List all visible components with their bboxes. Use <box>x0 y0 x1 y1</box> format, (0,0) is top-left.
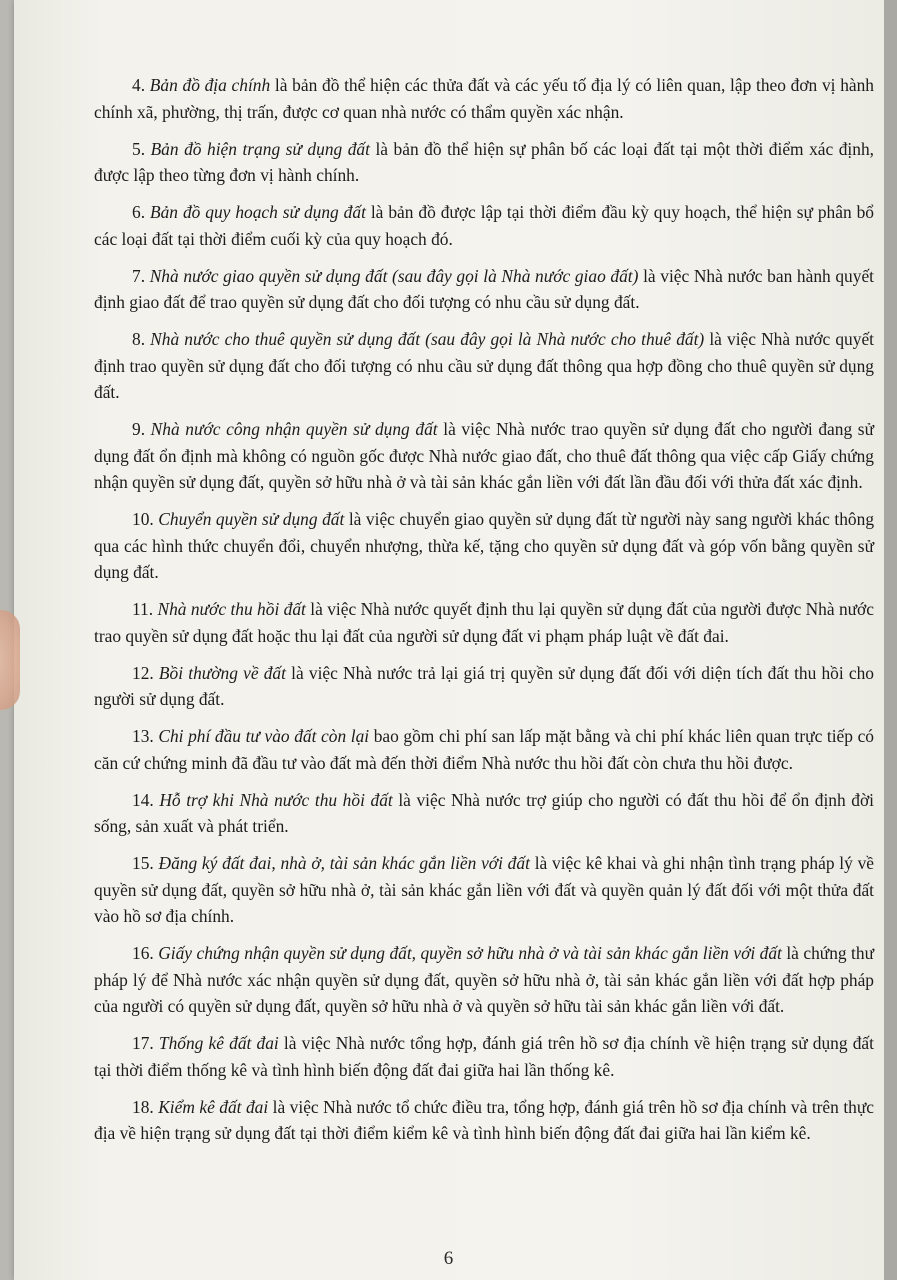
page-edge-shadow <box>884 0 897 1280</box>
definition-number: 13. <box>132 726 159 746</box>
definition-term: Chi phí đầu tư vào đất còn lại <box>158 726 370 746</box>
definition-text: là việc kê khai và ghi nhận tình trạng pháp lý về quyền sử dụng đất, quyền sở hữu nhà ở, tài sản khác gắn liền với đất và quyền quản lý đất đối với một thửa đất vào hồ sơ địa chính. <box>94 853 875 926</box>
definition-text: là bản đồ thể hiện sự phân bố các loại đất tại một thời điểm xác định, được lập theo từng đơn vị hành chính. <box>94 138 874 185</box>
definition-text: là bản đồ được lập tại thời điểm đầu kỳ quy hoạch, thể hiện sự phân bổ các loại đất tại thời điểm cuối kỳ của quy hoạch đó. <box>94 202 874 249</box>
definition-17 <box>94 1030 874 1083</box>
definition-text: là việc Nhà nước tổ chức điều tra, tổng hợp, đánh giá trên hồ sơ địa chính và trên thực địa về hiện trạng sử dụng đất tại thời điểm kiểm kê và tình hình biến động đất đai giữa hai lần kiểm kê. <box>94 1096 874 1143</box>
definition-11 <box>94 596 874 649</box>
definition-number: 15. <box>132 853 159 873</box>
definition-number: 12. <box>132 662 159 683</box>
definition-number: 9. <box>132 419 151 439</box>
definition-number: 14. <box>132 789 160 810</box>
definition-term: Nhà nước thu hồi đất <box>157 599 306 619</box>
definition-term: Hỗ trợ khi Nhà nước thu hồi đất <box>159 789 393 810</box>
definition-number: 6. <box>132 202 150 222</box>
definition-6 <box>94 199 874 252</box>
definition-18 <box>94 1094 874 1147</box>
definition-text: là việc Nhà nước quyết định thu lại quyền sử dụng đất của người được Nhà nước trao quyền sử dụng đất hoặc thu lại đất của người sử dụng đất vi phạm pháp luật về đất đai. <box>94 599 874 646</box>
definition-term: Nhà nước giao quyền sử dụng đất (sau đây gọi là Nhà nước giao đất) <box>149 265 639 286</box>
definition-number: 11. <box>132 599 158 619</box>
definition-term: Thống kê đất đai <box>158 1033 279 1053</box>
definition-4 <box>94 72 874 125</box>
definition-term: Giấy chứng nhận quyền sử dụng đất, quyền sở hữu nhà ở và tài sản khác gắn liền với đất <box>158 943 782 963</box>
holding-finger <box>0 610 20 710</box>
definition-number: 5. <box>132 138 151 159</box>
definition-text: là việc Nhà nước trợ giúp cho người có đất thu hồi để ổn định đời sống, sản xuất và phát triển. <box>94 789 875 836</box>
definition-term: Bồi thường về đất <box>158 662 286 683</box>
definition-13 <box>94 723 874 776</box>
definition-text: là việc Nhà nước quyết định trao quyền sử dụng đất cho đối tượng có nhu cầu sử dụng đất thông qua hợp đồng cho thuê quyền sử dụng đất. <box>94 329 875 402</box>
definition-7 <box>94 263 874 316</box>
document-body <box>94 72 874 1157</box>
definition-16 <box>94 940 874 1020</box>
definition-term: Bản đồ địa chính <box>149 75 271 95</box>
document-page <box>14 0 884 1280</box>
definition-number: 16. <box>132 943 159 963</box>
definition-10 <box>94 506 874 586</box>
definition-text: là việc chuyển giao quyền sử dụng đất từ người này sang người khác thông qua các hình thức chuyển đổi, chuyển nhượng, thừa kế, tặng cho quyền sử dụng đất và góp vốn bằng quyền sử dụng đất. <box>94 509 875 582</box>
definition-9 <box>94 416 874 496</box>
definition-number: 4. <box>132 75 150 95</box>
definition-term: Đăng ký đất đai, nhà ở, tài sản khác gắn liền với đất <box>158 853 530 873</box>
definition-number: 10. <box>132 509 159 529</box>
definition-text: bao gồm chi phí san lấp mặt bằng và chi phí khác liên quan trực tiếp có căn cứ chứng minh đã đầu tư vào đất mà đến thời điểm Nhà nước thu hồi đất còn chưa thu hồi được. <box>94 726 874 773</box>
definition-14 <box>94 787 874 840</box>
definition-term: Bản đồ hiện trạng sử dụng đất <box>150 138 370 159</box>
page-number: 6 <box>443 1248 454 1269</box>
definition-number: 8. <box>132 329 151 349</box>
definition-text: là việc Nhà nước trả lại giá trị quyền sử dụng đất đối với diện tích đất thu hồi cho người sử dụng đất. <box>94 662 874 709</box>
definition-number: 7. <box>132 265 150 286</box>
definition-text: là việc Nhà nước tổng hợp, đánh giá trên hồ sơ địa chính về hiện trạng sử dụng đất tại thời điểm thống kê và tình hình biến động đất đai giữa hai lần thống kê. <box>94 1033 874 1080</box>
definition-number: 18. <box>132 1096 159 1117</box>
definition-8 <box>94 326 874 406</box>
definition-text: là việc Nhà nước ban hành quyết định giao đất để trao quyền sử dụng đất cho đối tượng có nhu cầu sử dụng đất. <box>94 265 874 312</box>
definition-text: là chứng thư pháp lý để Nhà nước xác nhận quyền sử dụng đất, quyền sở hữu nhà ở, tài sản khác gắn liền với đất hợp pháp của người có quyền sử dụng đất, quyền sở hữu nhà ở và quyền sở hữu tài sản khác gắn liền với đất. <box>94 943 875 1016</box>
definition-12 <box>94 660 874 713</box>
definition-text: là việc Nhà nước trao quyền sử dụng đất cho người đang sử dụng đất ổn định mà không có nguồn gốc được Nhà nước giao đất, cho thuê đất thông qua việc cấp Giấy chứng nhận quyền sử dụng đất, quyền sở hữu nhà ở và tài sản khác gắn liền với đất lần đầu đối với thửa đất xác định. <box>94 419 874 492</box>
definition-term: Bản đồ quy hoạch sử dụng đất <box>149 202 366 222</box>
definition-15 <box>94 850 874 930</box>
definition-text: là bản đồ thể hiện các thửa đất và các yếu tố địa lý có liên quan, lập theo đơn vị hành chính xã, phường, thị trấn, được cơ quan nhà nước có thẩm quyền xác nhận. <box>94 75 874 122</box>
definition-term: Chuyển quyền sử dụng đất <box>158 509 345 529</box>
definition-term: Nhà nước công nhận quyền sử dụng đất <box>150 419 438 439</box>
definition-term: Nhà nước cho thuê quyền sử dụng đất (sau đây gọi là Nhà nước cho thuê đất) <box>150 329 705 349</box>
definition-number: 17. <box>132 1033 159 1053</box>
definition-term: Kiểm kê đất đai <box>158 1096 269 1117</box>
definition-5 <box>94 136 874 189</box>
